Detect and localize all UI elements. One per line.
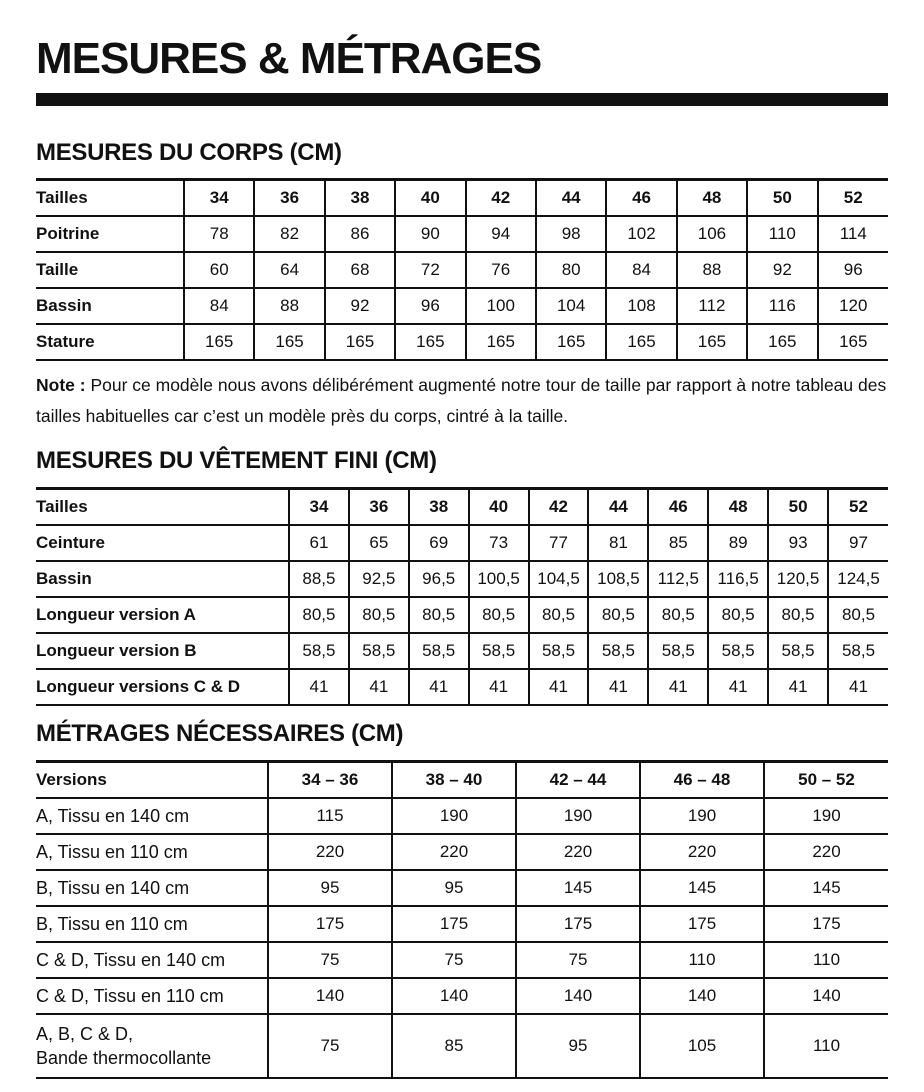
table-row [36,1014,888,1078]
table-cell: 115 [268,798,392,834]
table-row [36,561,888,597]
table-cell: 80,5 [708,597,768,633]
table-cell: 89 [708,525,768,561]
table-cell: 41 [588,669,648,705]
size-header: 44 [588,489,648,526]
table-cell: 80,5 [529,597,589,633]
table-cell: 220 [516,834,640,870]
table-row [36,906,888,942]
note-paragraph [36,370,896,432]
table-cell: 175 [516,906,640,942]
table-cell: 41 [529,669,589,705]
table-cell: 77 [529,525,589,561]
table-cell: 58,5 [289,633,349,669]
table-cell: 58,5 [648,633,708,669]
table-cell: 100,5 [469,561,529,597]
row-label: Taille [36,252,184,288]
size-header: 34 [184,180,254,217]
size-header: 42 [466,180,536,217]
table-cell: 94 [466,216,536,252]
table-cell: 190 [516,798,640,834]
table-cell: 108 [606,288,676,324]
size-header: 52 [818,180,888,217]
table-cell: 145 [516,870,640,906]
table-cell: 104,5 [529,561,589,597]
table-cell: 190 [764,798,888,834]
table-cell: 105 [640,1014,764,1078]
table-cell: 175 [392,906,516,942]
table-row [36,633,888,669]
note-label: Note : [36,375,86,395]
range-header: 46 – 48 [640,762,764,799]
table-cell: 120 [818,288,888,324]
table-cell: 90 [395,216,465,252]
table-cell: 165 [395,324,465,360]
table-header-row [36,762,888,799]
fabric-heading: MÉTRAGES NÉCESSAIRES (CM) [36,720,404,747]
size-header: 40 [469,489,529,526]
table-cell: 175 [640,906,764,942]
finished-garment-heading: MESURES DU VÊTEMENT FINI (CM) [36,447,437,474]
table-cell: 110 [764,942,888,978]
table-cell: 80 [536,252,606,288]
table-cell: 85 [648,525,708,561]
size-header: 46 [648,489,708,526]
row-label: Longueur versions C & D [36,669,289,705]
table-cell: 58,5 [768,633,828,669]
row-label [36,1014,268,1078]
table-cell: 165 [747,324,817,360]
table-cell: 175 [764,906,888,942]
table-cell: 88,5 [289,561,349,597]
table-header-row [36,180,888,217]
range-header: 38 – 40 [392,762,516,799]
table-cell: 106 [677,216,747,252]
size-header: 52 [828,489,888,526]
range-header: 34 – 36 [268,762,392,799]
table-cell: 81 [588,525,648,561]
body-measurements-table [36,178,888,361]
table-cell: 112,5 [648,561,708,597]
table-cell: 65 [349,525,409,561]
row-label: C & D, Tissu en 110 cm [36,978,268,1014]
table-cell: 84 [184,288,254,324]
size-header: 46 [606,180,676,217]
table-cell: 80,5 [768,597,828,633]
table-cell: 41 [828,669,888,705]
row-label: Bassin [36,288,184,324]
table-cell: 104 [536,288,606,324]
table-cell: 97 [828,525,888,561]
table-cell: 92 [325,288,395,324]
table-row [36,669,888,705]
page-title: MESURES & MÉTRAGES [36,34,542,83]
table-cell: 93 [768,525,828,561]
table-cell: 140 [268,978,392,1014]
table-cell: 140 [516,978,640,1014]
size-header: 44 [536,180,606,217]
table-cell: 110 [764,1014,888,1078]
table-cell: 175 [268,906,392,942]
table-cell: 220 [268,834,392,870]
table-cell: 110 [747,216,817,252]
table-cell: 165 [184,324,254,360]
table-cell: 140 [640,978,764,1014]
table-cell: 84 [606,252,676,288]
table-cell: 80,5 [648,597,708,633]
table-cell: 58,5 [349,633,409,669]
table-cell: 58,5 [469,633,529,669]
size-header: 36 [254,180,324,217]
table-row [36,324,888,360]
size-header: 48 [708,489,768,526]
table-cell: 75 [392,942,516,978]
table-cell: 96,5 [409,561,469,597]
table-cell: 190 [640,798,764,834]
table-cell: 114 [818,216,888,252]
size-header: 36 [349,489,409,526]
table-row [36,525,888,561]
row-label-line: Bande thermocollante [36,1048,212,1068]
table-cell: 80,5 [349,597,409,633]
table-cell: 75 [516,942,640,978]
table-header-row [36,489,888,526]
table-cell: 112 [677,288,747,324]
table-cell: 165 [325,324,395,360]
table-cell: 108,5 [588,561,648,597]
size-header: 48 [677,180,747,217]
table-row [36,834,888,870]
table-cell: 140 [392,978,516,1014]
finished-garment-table [36,487,888,706]
row-label: Bassin [36,561,289,597]
table-cell: 80,5 [588,597,648,633]
body-measurements-heading: MESURES DU CORPS (CM) [36,139,342,166]
table-cell: 92,5 [349,561,409,597]
row-label: Poitrine [36,216,184,252]
table-cell: 165 [677,324,747,360]
table-cell: 220 [640,834,764,870]
table-cell: 80,5 [289,597,349,633]
table-row [36,597,888,633]
table-cell: 165 [254,324,324,360]
table-cell: 110 [640,942,764,978]
range-header: 50 – 52 [764,762,888,799]
table-cell: 69 [409,525,469,561]
table-cell: 72 [395,252,465,288]
table-cell: 116,5 [708,561,768,597]
header-label: Versions [36,762,268,799]
table-cell: 58,5 [708,633,768,669]
table-cell: 100 [466,288,536,324]
table-cell: 165 [818,324,888,360]
header-label: Tailles [36,180,184,217]
table-row [36,870,888,906]
table-row [36,942,888,978]
size-header: 42 [529,489,589,526]
range-header: 42 – 44 [516,762,640,799]
row-label: Ceinture [36,525,289,561]
table-cell: 92 [747,252,817,288]
fabric-table [36,760,888,1079]
table-cell: 165 [536,324,606,360]
table-cell: 165 [466,324,536,360]
table-cell: 220 [392,834,516,870]
table-cell: 165 [606,324,676,360]
row-label: A, Tissu en 110 cm [36,834,268,870]
table-cell: 60 [184,252,254,288]
table-cell: 95 [268,870,392,906]
size-header: 50 [768,489,828,526]
row-label: Stature [36,324,184,360]
table-row [36,798,888,834]
table-cell: 140 [764,978,888,1014]
size-header: 50 [747,180,817,217]
table-cell: 61 [289,525,349,561]
table-cell: 80,5 [409,597,469,633]
table-cell: 102 [606,216,676,252]
row-label-line: A, B, C & D, [36,1024,134,1044]
table-cell: 41 [648,669,708,705]
table-cell: 86 [325,216,395,252]
table-cell: 41 [349,669,409,705]
row-label: B, Tissu en 140 cm [36,870,268,906]
table-cell: 68 [325,252,395,288]
table-cell: 73 [469,525,529,561]
row-label: B, Tissu en 110 cm [36,906,268,942]
table-cell: 75 [268,942,392,978]
table-cell: 41 [289,669,349,705]
row-label: C & D, Tissu en 140 cm [36,942,268,978]
table-cell: 220 [764,834,888,870]
table-cell: 41 [708,669,768,705]
table-cell: 145 [640,870,764,906]
table-cell: 88 [677,252,747,288]
table-cell: 96 [395,288,465,324]
table-cell: 96 [818,252,888,288]
table-cell: 41 [768,669,828,705]
table-row [36,978,888,1014]
table-row [36,216,888,252]
table-cell: 116 [747,288,817,324]
table-cell: 41 [469,669,529,705]
header-label: Tailles [36,489,289,526]
table-cell: 75 [268,1014,392,1078]
size-header: 38 [325,180,395,217]
table-cell: 58,5 [588,633,648,669]
table-cell: 95 [392,870,516,906]
row-label: A, Tissu en 140 cm [36,798,268,834]
note-text: Pour ce modèle nous avons délibérément augmenté notre tour de taille par rapport à notre tableau des tailles habituelles car c’est un modèle près du corps, cintré à la taille. [36,375,887,426]
table-cell: 145 [764,870,888,906]
table-cell: 85 [392,1014,516,1078]
table-cell: 190 [392,798,516,834]
table-cell: 76 [466,252,536,288]
table-cell: 58,5 [828,633,888,669]
table-cell: 58,5 [529,633,589,669]
table-cell: 88 [254,288,324,324]
table-cell: 95 [516,1014,640,1078]
table-cell: 58,5 [409,633,469,669]
table-cell: 120,5 [768,561,828,597]
table-cell: 78 [184,216,254,252]
table-cell: 98 [536,216,606,252]
table-cell: 80,5 [469,597,529,633]
table-row [36,288,888,324]
size-header: 40 [395,180,465,217]
title-rule [36,93,888,106]
row-label: Longueur version A [36,597,289,633]
size-header: 38 [409,489,469,526]
table-cell: 124,5 [828,561,888,597]
table-cell: 82 [254,216,324,252]
size-header: 34 [289,489,349,526]
table-row [36,252,888,288]
table-cell: 64 [254,252,324,288]
row-label: Longueur version B [36,633,289,669]
table-cell: 41 [409,669,469,705]
table-cell: 80,5 [828,597,888,633]
